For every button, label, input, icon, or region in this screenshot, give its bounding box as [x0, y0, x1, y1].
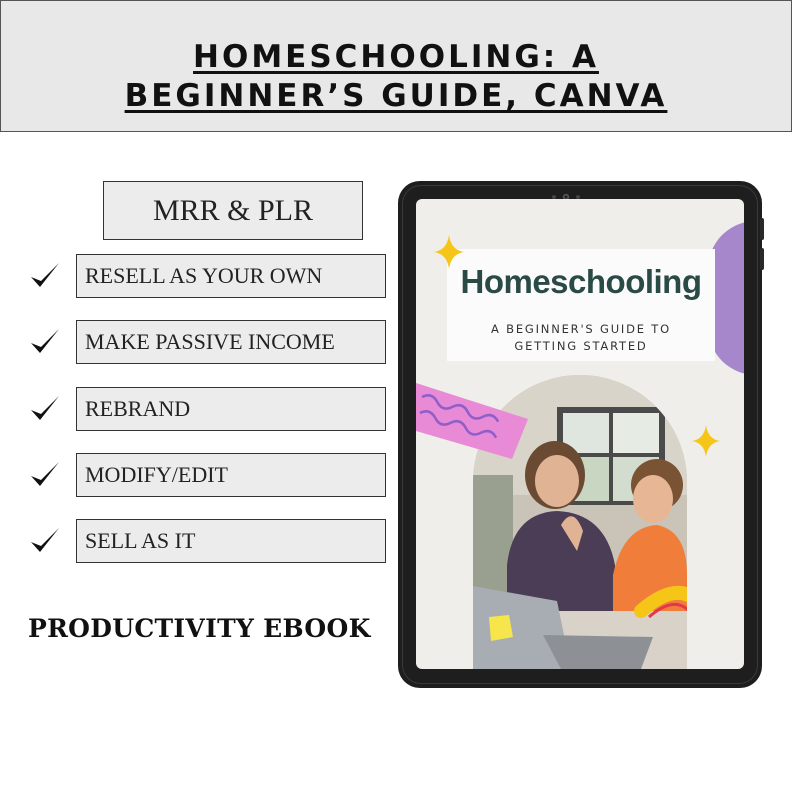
license-badge: MRR & PLR: [103, 181, 363, 240]
checkmark-icon: [28, 259, 62, 293]
checkmark-icon: [28, 392, 62, 426]
feature-passive-income: MAKE PASSIVE INCOME: [76, 320, 386, 364]
banner-title-line-2: BEGINNER’S GUIDE, CANVA: [124, 78, 668, 114]
tablet-side-button: [760, 218, 764, 240]
cover-title: Homeschooling: [460, 263, 702, 300]
ebook-cover: [416, 199, 744, 669]
banner-title-line-1: HOMESCHOOLING: A: [193, 39, 599, 75]
camera-icon: [546, 188, 590, 196]
cover-subtitle-line-2: GETTING STARTED: [514, 339, 648, 353]
product-label: PRODUCTIVITY EBOOK: [28, 614, 371, 643]
feature-sell-as-is: SELL AS IT: [76, 519, 386, 563]
sparkle-icon: [434, 235, 464, 269]
title-banner: [0, 0, 792, 132]
feature-resell: RESELL AS YOUR OWN: [76, 254, 386, 298]
checkmark-icon: [28, 458, 62, 492]
cover-subtitle-line-1: A BEGINNER'S GUIDE TO: [491, 322, 671, 336]
feature-rebrand: REBRAND: [76, 387, 386, 431]
cover-subtitle: [447, 321, 715, 355]
checkmark-icon: [28, 524, 62, 558]
cover-title-card: [447, 249, 715, 361]
tablet-side-button: [760, 248, 764, 270]
pink-ribbon-decoration: [416, 383, 528, 459]
checkmark-icon: [28, 325, 62, 359]
sparkle-icon: [692, 425, 720, 457]
feature-modify-edit: MODIFY/EDIT: [76, 453, 386, 497]
